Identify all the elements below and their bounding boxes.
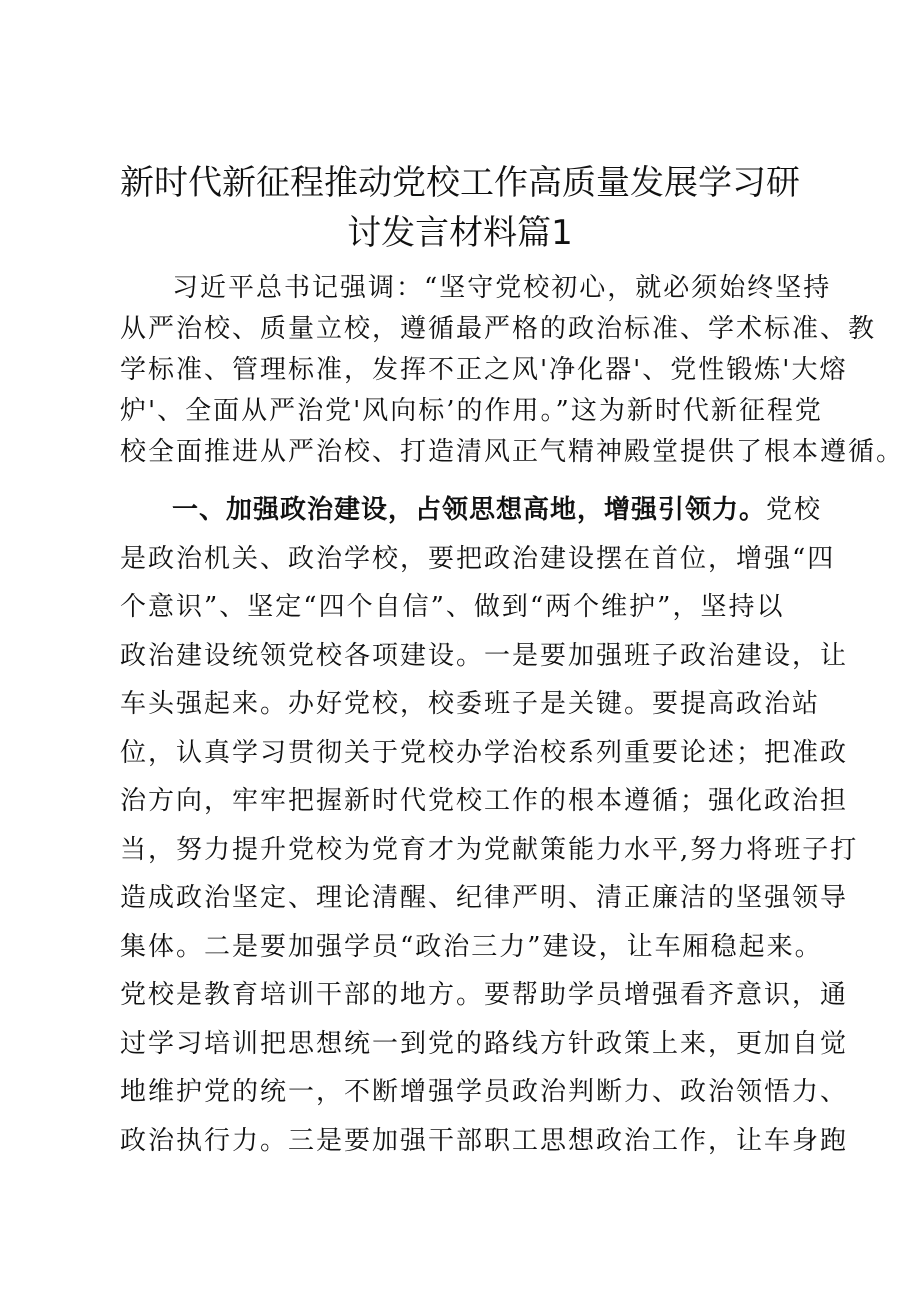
paragraph-line: 是政治机关、政治学校，要把政治建设摆在首位，增强“四 (120, 543, 836, 574)
paragraph-line: 当，努力提升党校为党育才为党献策能力水平,努力将班子打 (120, 834, 859, 865)
title-line-2: 讨发言材料篇1 (347, 213, 573, 253)
paragraph-text: 党校 (766, 495, 823, 525)
paragraph-line: 集体。二是要加强学员“政治三力”建设，让车厢稳起来。 (120, 931, 823, 962)
paragraph-line: 地维护党的统一，不断增强学员政治判断力、政治领悟力、 (120, 1077, 849, 1107)
paragraph-line: 个意识”、坚定“四个自信”、做到“两个维护”，坚持以 (120, 592, 785, 622)
paragraph-line: 政治建设统领党校各项建设。一是要加强班子政治建设，让 (120, 640, 849, 671)
document-title (110, 158, 810, 258)
paragraph-line: 政治执行力。三是要加强干部职工思想政治工作，让车身跑 (120, 1125, 849, 1156)
paragraph-line-first (120, 486, 823, 535)
section-one-paragraph (120, 486, 859, 1165)
title-line-1: 新时代新征程推动党校工作高质量发展学习研 (120, 163, 800, 203)
paragraph-line: 党校是教育培训干部的地方。要帮助学员增强看齐意识，通 (120, 980, 849, 1010)
paragraph-line: 从严治校、质量立校，遵循最严格的政治标准、学术标准、教 (120, 314, 877, 344)
paragraph-line: 造成政治坚定、理论清醒、纪律严明、清正廉洁的坚强领导 (120, 883, 849, 913)
intro-paragraph (120, 268, 905, 473)
paragraph-line: 学标准、管理标准，发挥不正之风'净化器'、党性锻炼'大熔 (120, 355, 848, 385)
paragraph-line: 习近平总书记强调：“坚守党校初心，就必须始终坚持 (172, 273, 832, 303)
paragraph-line: 位，认真学习贯彻关于党校办学治校系列重要论述；把准政 (120, 737, 849, 768)
paragraph-line: 过学习培训把思想统一到党的路线方针政策上来，更加自觉 (120, 1028, 849, 1059)
paragraph-line: 校全面推进从严治校、打造清风正气精神殿堂提供了根本遵循。 (120, 437, 905, 467)
paragraph-line: 炉'、全面从严治党'风向标’的作用。”这为新时代新征程党 (120, 396, 823, 426)
paragraph-line: 车头强起来。办好党校，校委班子是关键。要提高政治站 (120, 689, 821, 719)
section-heading: 一、加强政治建设，占领思想高地，增强引领力。 (172, 495, 767, 525)
paragraph-line: 治方向，牢牢把握新时代党校工作的根本遵循；强化政治担 (120, 786, 849, 816)
